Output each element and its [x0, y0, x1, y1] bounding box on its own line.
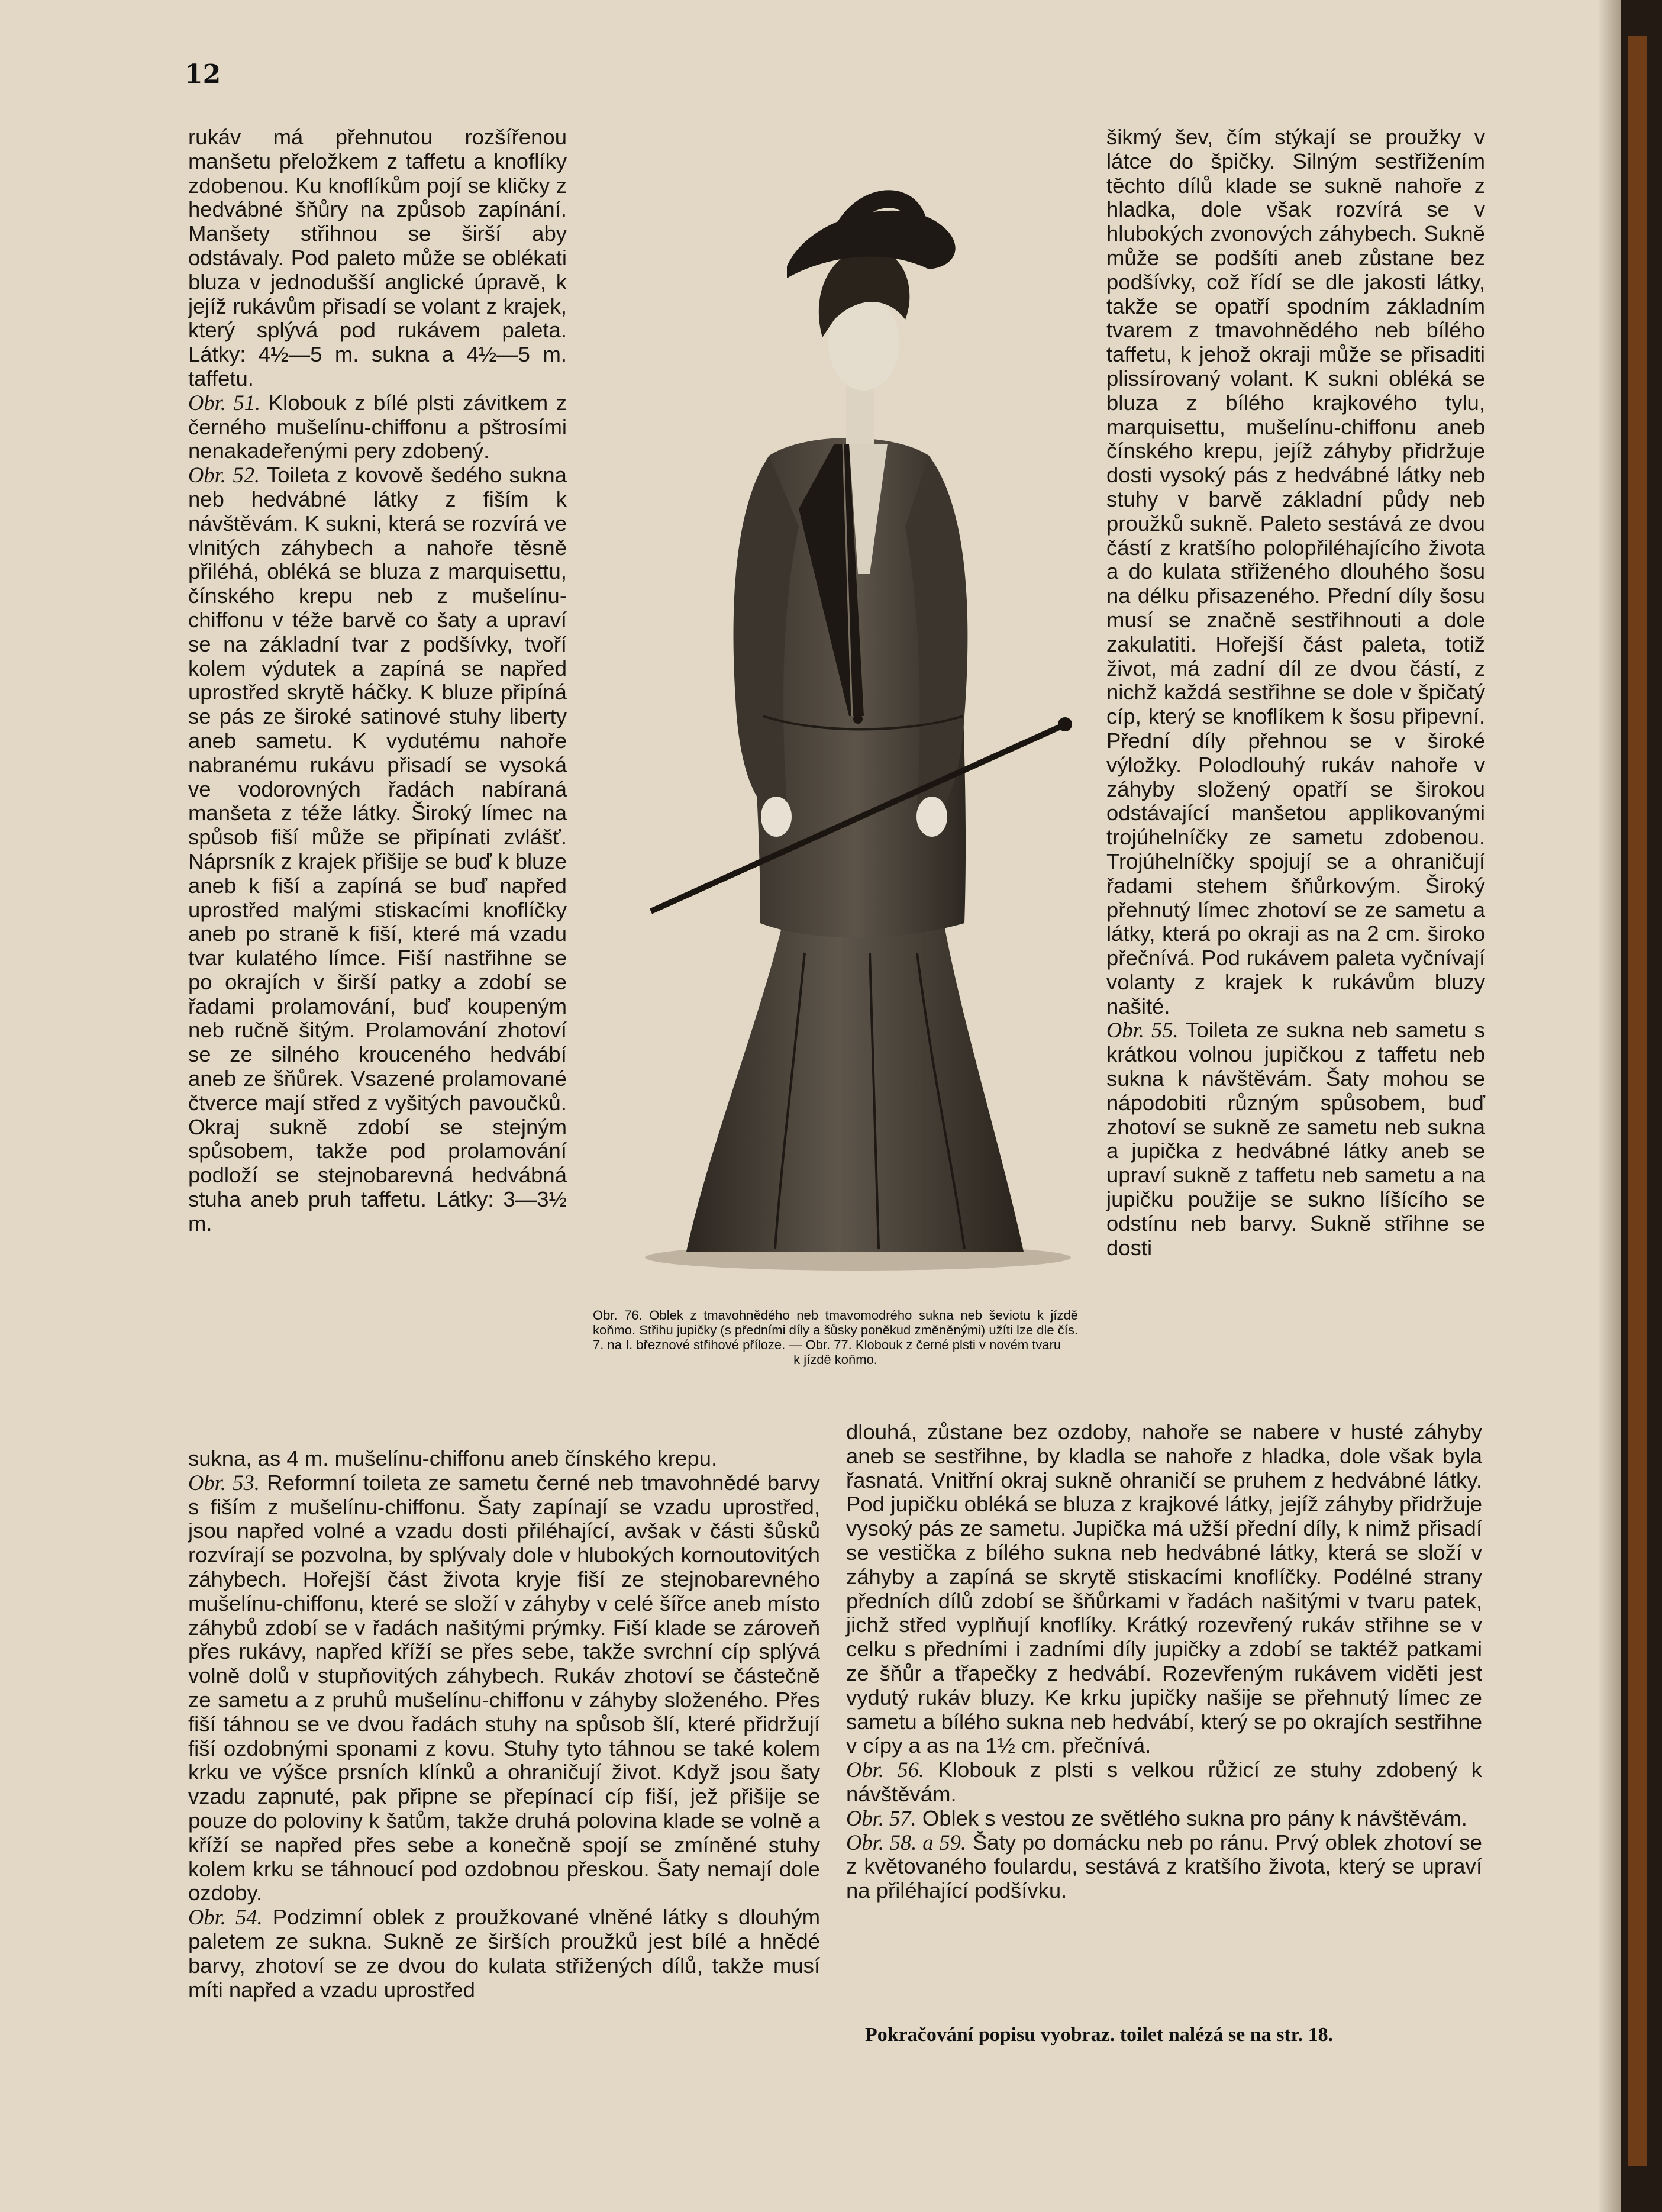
paragraph-text: Oblek s vestou ze světlého sukna pro pány k návštěvám. — [922, 1805, 1467, 1830]
figure-label: Obr. 55. — [1106, 1018, 1179, 1043]
paragraph — [846, 1831, 1482, 1903]
book-spine — [1621, 0, 1662, 2212]
caption-last-line: k jízdě koňmo. — [793, 1352, 877, 1367]
paragraph — [188, 463, 567, 1236]
paragraph-text: Toileta z kovově šedého sukna neb hedvábné látky z fiším k návštěvám. K sukni, která se rozvírá ve vlnitých záhybech a nahoře těsně přiléhá, obléká se bluza z marquisettu, čínského krepu neb z mušelínu-chiffonu v téže barvě co šaty a upraví se na základní tvar z podšívky, tvoří kolem výdutek a zapíná se napřed uprostřed skrytě háčky. K bluze připíná se pás ze široké satinové stuhy liberty aneb sametu. K vydutému nahoře nabranému rukávu přisadí se vysoká ve vodorovných řadách nabíraná manšeta z téže látky. Široký límec na spůsob fiší může se připínati zvlášť. Náprsník z krajek přišije se buď k bluze aneb k fiší a zapíná se buď napřed uprostřed malými stiskacími knoflíčky aneb po straně k fiší, které má vzadu tvar kulatého límce. Fiší nastřihne se po okrajích v širší patky a zdobí se řadami prolamování, buď koupeným neb ručně šitým. Prolamování zhotoví se ze silného krouceného hedvábí aneb ze šňůrek. Vsazené prolamované čtverce mají střed z vyšitých pavoučků. Okraj sukně zdobí se stejným spůsobem, takže pod prolamování podloží se stejnobarevná hedvábná stuha aneb pruh taffetu. Látky: 3—3½ m. — [188, 463, 567, 1236]
caption-text: Obr. 76. Oblek z tmavohnědého neb tmavomodrého sukna neb ševiotu k jízdě koňmo. Střihu jupičky (s předními díly a šůsky poněkud změněnými) užíti lze dle čís. 7. na I. březnové střihové příloze. — Obr. 77. Klobouk z černé plsti v novém tvaru — [593, 1308, 1078, 1352]
paragraph: sukna, as 4 m. mušelínu-chiffonu aneb čínského krepu. — [188, 1446, 718, 1471]
paragraph — [188, 1471, 820, 1905]
paragraph-text: Klobouk z bílé plsti závitkem z černého mušelínu-chiffonu a pštrosími nenakadeřenými pery zdobený. — [188, 390, 567, 463]
figure-label: Obr. 58. a 59. — [846, 1830, 967, 1855]
text-column-right — [1106, 125, 1485, 1260]
paragraph — [846, 1807, 1482, 1831]
figure-caption — [593, 1308, 1078, 1367]
paragraph — [846, 1758, 1482, 1807]
spine-strip — [1628, 36, 1647, 2166]
fashion-illustration-icon — [609, 124, 1083, 1278]
text-column-left — [188, 125, 567, 1236]
page-edge-shadow — [1598, 0, 1621, 2212]
paragraph-text: Šaty po domácku neb po ránu. Prvý oblek zhotoví se z květovaného foulardu, sestává z kratšího života, který se upraví na přiléhající podšívku. — [846, 1830, 1482, 1903]
figure-label: Obr. 56. — [846, 1758, 924, 1782]
page-number: 12 — [185, 59, 221, 89]
paragraph: šikmý šev, čím stýkají se proužky v látce do špičky. Silným sestřižením těchto dílů klade se sukně nahoře z hladka, dole však rozvírá se v hlubokých zvonových záhybech. Sukně může se podšíti aneb zůstane bez podšívky, což řídí se dle jakosti látky, takže se opatří spodním základním tvarem z tmavohnědého neb bílého taffetu, k jehož okraji může se přisaditi plissírovaný volant. K sukni obléká se bluza z bílého krajkového tylu, marquisettu, mušelínu-chiffonu aneb čínského krepu, jejíž záhyby přidržuje dosti vysoký pás z hedvábné látky neb stuhy v barvě základní půdy neb proužků sukně. Paleto sestává ze dvou částí z kratšího polopřiléhajícího života a do kulata střiženého dlouhého šosu na délku přisazeného. Přední díly šosu musí se značně sestřihnouti a dole zakulatiti. Hořejší část paleta, totiž život, má zadní díl ze dvou částí, z nichž každá sestřihne se dole v špičatý cíp, který se knoflíkem k šosu připevní. Přední díly přehnou se v široké výložky. Polodlouhý rukáv nahoře v záhyby složený opatří se širokou odstávající manšetou applikovanými trojúhelníčky ze sametu zdobenou. Trojúhelníčky spojují se a ohraničují řadami stehem šňůrkovým. Široký přehnutý límec zhotoví se ze sametu a látky, která po okraji as na 2 cm. široko přečnívá. Pod rukávem paleta vyčnívají volanty z krajek k rukávům bluzy našité. — [1106, 125, 1485, 1018]
riding-habit-illustration — [609, 124, 1083, 1278]
paragraph-text: Klobouk z plsti s velkou růžicí ze stuhy zdobený k návštěvám. — [846, 1758, 1482, 1806]
text-column-bottom-right — [846, 1420, 1482, 1903]
paragraph-text: Podzimní oblek z proužkované vlněné látky s dlouhým paletem ze sukna. Sukně ze širších proužků jest bílé a hnědé barvy, zhotoví se ze dvou do kulata střižených dílů, takže musí míti napřed a vzadu uprostřed — [188, 1905, 820, 2002]
paragraph: dlouhá, zůstane bez ozdoby, nahoře se nabere v husté záhyby aneb se sestřihne, by kladla se nahoře z hladka, dole však byla řasnatá. Vnitřní okraj sukně ohraničí se pruhem z hedvábné látky. Pod jupičku obléká se bluza z krajkové látky, jejíž záhyby přidržuje vysoký pás ze sametu. Jupička má užší přední díly, k nimž přisadí se vestička z bílého sukna neb hedvábné látky, která se složí v záhyby a zapíná se skrytě stiskacími knoflíčky. Podélné strany předních dílů zdobí se šňůrkami v řadách našitými v tvaru patek, jichž střed vyplňují knoflíky. Krátký rozevřený rukáv střihne se v celku s předními i zadními díly jupičky a zdobí se taktéž patkami ze šňůr a třapečky z hedvábí. Rozevřeným rukávem viděti jest vydutý rukáv bluzy. Ke krku jupičky našije se přehnutý límec ze sametu a bílého sukna neb hedvábí, který se po okrajích sestřihne v cípy a as na 1½ cm. přečnívá. — [846, 1420, 1482, 1758]
paragraph: rukáv má přehnutou rozšířenou manšetu přeložkem z taffetu a knoflíky zdobenou. Ku knoflíkům pojí se kličky z hedvábné šňůry na způsob zapínání. Manšety střihnou se širší aby odstávaly. Pod paleto může se oblékati bluza v jednodušší anglické úpravě, k jejíž rukávům přisadí se volant z krajek, který splývá pod rukávem paleta. Látky: 4½—5 m. sukna a 4½—5 m. taffetu. — [188, 125, 567, 391]
paragraph — [188, 391, 567, 463]
figure-label: Obr. 54. — [188, 1905, 263, 1930]
figure-label: Obr. 57. — [846, 1805, 916, 1830]
figure-label: Obr. 52. — [188, 463, 260, 488]
paragraph — [188, 1905, 820, 2002]
paragraph-text: Toileta ze sukna neb sametu s krátkou volnou jupičkou z taffetu neb sukna k návštěvám. Šaty mohou se nápodobiti různým spůsobem, buď zhotoví se sukně ze sametu neb sukna a jupička z hedvábné látky aneb se upraví sukně z taffetu neb sametu a na jupičku použije se sukno líšícího se odstínu neb barvy. Sukně střihne se dosti — [1106, 1018, 1485, 1260]
text-column-bottom-left — [188, 1447, 820, 2002]
paragraph-text: Reformní toileta ze sametu černé neb tmavohnědé barvy s fiším z mušelínu-chiffonu. Šaty zapínají se vzadu uprostřed, jsou napřed volné a vzadu dosti přiléhající, avšak v části šůsků rozvírají se pozvolna, by splývaly dole v hlubokých kornoutovitých záhybech. Hořejší část života kryje fiší ze stejnobarevného mušelínu-chiffonu, které se složí v záhyby v celé šířce aneb místo záhybů zdobí se v řadách našitými prýmky. Fiší klade se zároveň přes rukávy, napřed kříží se přes sebe, takže svrchní cíp splývá volně dolů v stupňovitých záhybech. Rukáv zhotoví se částečně ze sametu a z pruhů mušelínu-chiffonu v záhyby složeného. Přes fiší táhnou se ve dvou řadách stuhy na spůsob šlí, které přidržují fiší ozdobnými sponami z kovu. Stuhy tyto táhnou se také kolem krku ve výšce prsních klínků a ohraničují život. Když jsou šaty vzadu zapnuté, pak připne se přepínací cíp fiší, jež přišije se pouze do poloviny k šatům, takže druhá polovina klade se volně a kříží se napřed přes sebe a konečně spojí se zmíněné stuhy kolem krku se táhnoucí pod ozdobnou přeskou. Šaty nemají dole ozdoby. — [188, 1470, 820, 1905]
continuation-note: Pokračování popisu vyobraz. toilet nalézá se na str. 18. — [865, 2024, 1334, 2046]
figure-label: Obr. 53. — [188, 1470, 260, 1495]
figure-label: Obr. 51. — [188, 390, 261, 415]
paragraph — [1106, 1018, 1485, 1260]
